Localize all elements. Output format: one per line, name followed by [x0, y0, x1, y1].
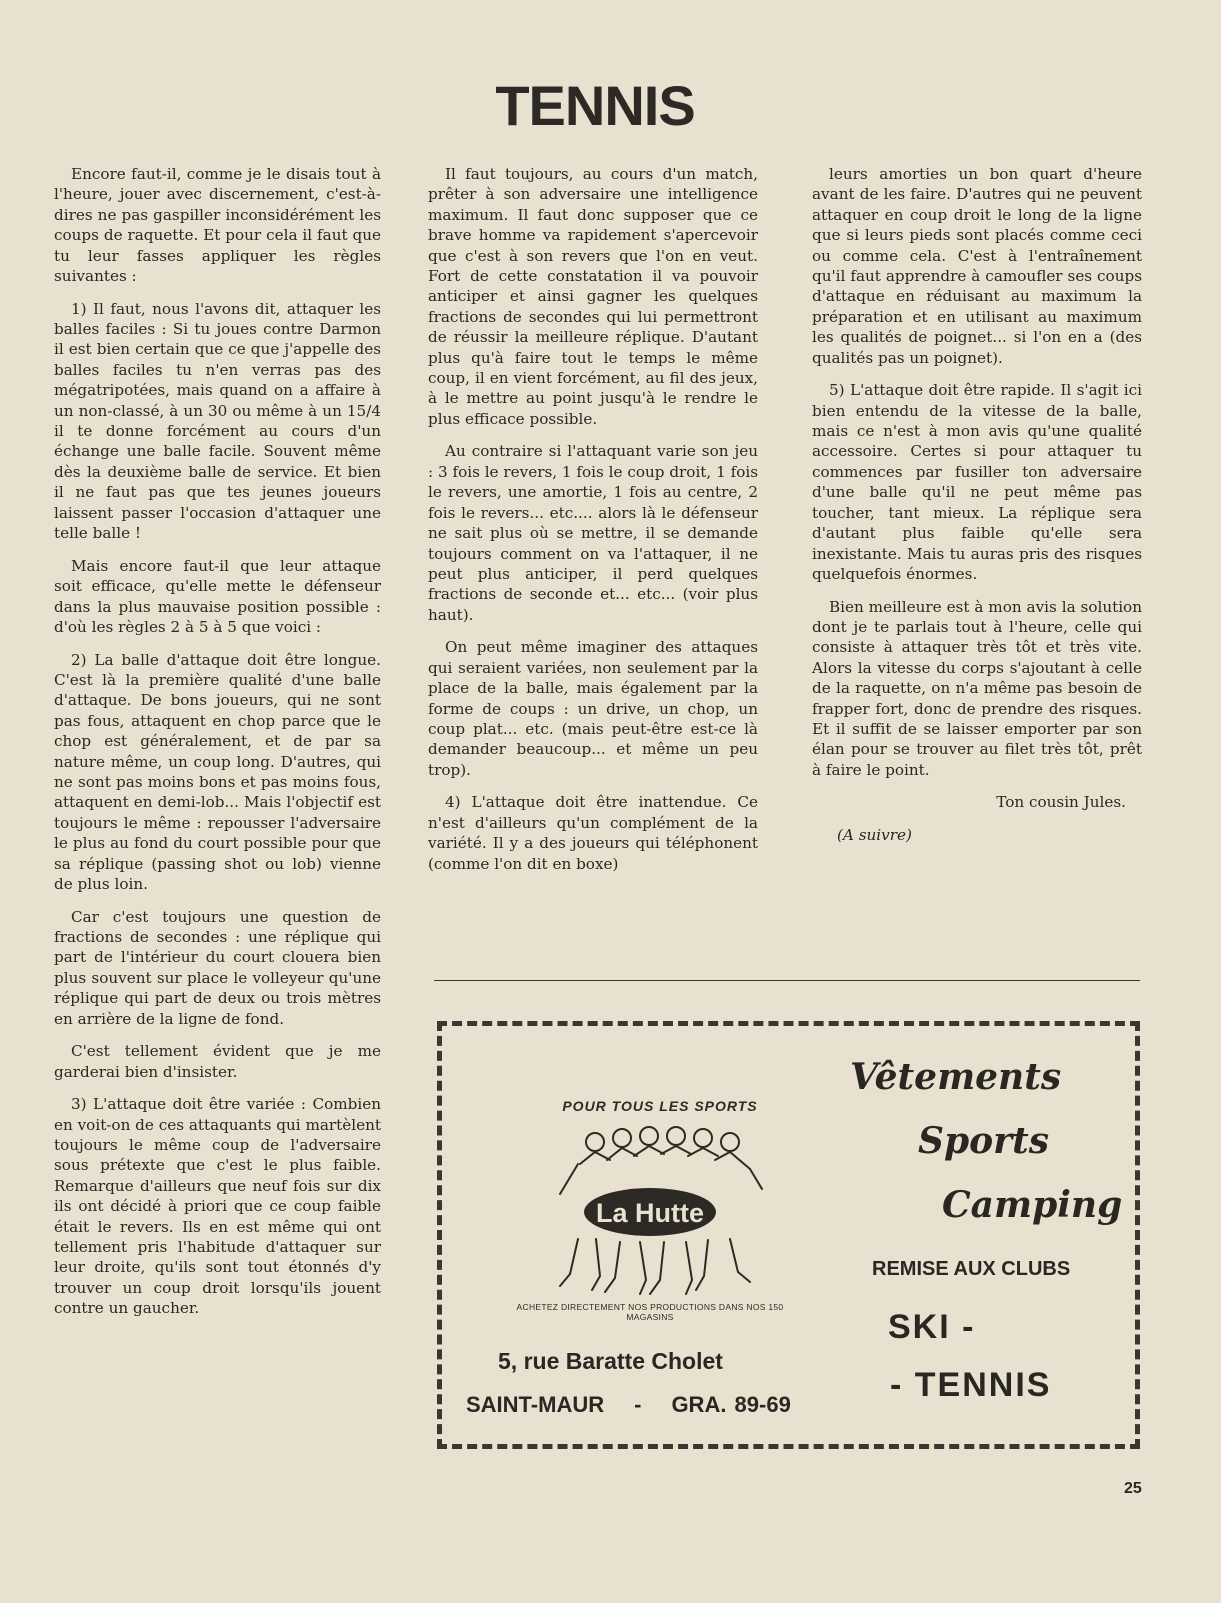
logo-slogan-bottom: ACHETEZ DIRECTEMENT NOS PRODUCTIONS DANS NOS 150 MAGASINS [516, 1302, 784, 1322]
ad-ski: SKI - [888, 1308, 976, 1346]
separator: - [634, 1392, 642, 1417]
paragraph: 4) L'attaque doit être inattendue. Ce n'est d'ailleurs qu'un complément de la variété. Il y a des joueurs qui téléphonent (comme l'on dit en boxe) [428, 793, 758, 873]
article-column-1 [54, 164, 381, 1331]
ad-line-camping: Camping [942, 1184, 1123, 1226]
divider-line [434, 980, 1140, 981]
paragraph: 2) La balle d'attaque doit être longue. C'est là la première qualité d'une balle d'attaque. De bons joueurs, qui ne sont pas fous, attaquent en chop parce que le chop est généralement, et de par sa nature même, un coup long. D'autres, qui ne sont pas moins bons et pas moins fous, attaquent en demi-lob... Mais l'objectif est toujours le même : repousser l'adversaire le plus au fond du court possible pour que sa réplique (passing shot ou lob) vienne de plus loin. [54, 650, 381, 893]
paragraph: 3) L'attaque doit être variée : Combien en voit-on de ces attaquants qui martèlent toujours le même coup de l'adversaire sous prétexte que c'est le plus faible. Remarque d'ailleurs que neuf fois sur dix ils ont décidé à priori que ce coup faible était le revers. Ils en est même qui ont tellement pris l'habitude d'attaquer sur leur droite, qu'ils sont tout étonnés d'y trouver un coup droit lorsqu'ils jouent contre un gaucher. [54, 1095, 381, 1318]
paragraph: Bien meilleure est à mon avis la solution dont je te parlais tout à l'heure, celle qui consiste à attaquer très tôt et très vite. Alors la vitesse du corps s'ajoutant à celle de la raquette, on n'a même pas besoin de frapper fort, donc de prendre des risques. Et il suffit de se laisser emporter par son élan pour se trouver au filet très tôt, prêt à faire le point. [812, 597, 1142, 779]
paragraph: C'est tellement évident que je me garderai bien d'insister. [54, 1042, 381, 1081]
to-be-continued: (A suivre) [837, 825, 912, 844]
paragraph: Au contraire si l'attaquant varie son jeu : 3 fois le revers, 1 fois le coup droit, 1 fois le revers, une amortie, 1 fois au centre, 2 fois le revers... etc.... alors là le défenseur ne sait plus où se mettre, il se demande toujours comment on va l'attaquer, il ne peut plus anticiper, il perd quelques fractions de seconde et... etc... (voir plus haut). [428, 442, 758, 624]
shop-address: 5, rue Baratte Cholet [498, 1348, 723, 1374]
signature: Ton cousin Jules. [996, 793, 1126, 812]
ad-club-discount: REMISE AUX CLUBS [872, 1258, 1071, 1280]
ad-line-sports: Sports [918, 1120, 1050, 1162]
la-hutte-logo [500, 1064, 800, 1322]
paragraph: Car c'est toujours une question de fractions de secondes : une réplique qui part de l'intérieur du court clouera bien plus souvent sur place le volleyeur qu'une réplique qui part de deux ou trois mètres en arrière de la ligne de fond. [54, 907, 381, 1028]
page-number: 25 [1124, 1480, 1142, 1497]
shop-city-phone [466, 1392, 791, 1418]
paragraph: 5) L'attaque doit être rapide. Il s'agit ici bien entendu de la vitesse de la balle, mais ce n'est à mon avis qu'une qualité accessoire. Certes si pour attaquer tu commences par fusiller ton adversaire d'une balle qu'il ne peut même pas toucher, tant mieux. La réplique sera d'autant plus faible qu'elle sera inexistante. Mais tu auras pris des risques quelquefois énormes. [812, 381, 1142, 583]
paragraph: Encore faut-il, comme je le disais tout à l'heure, jouer avec discernement, c'est-à-dires ne pas gaspiller inconsidérément les coups de raquette. Et pour cela il faut que tu leur fasses appliquer les règles suivantes : [54, 165, 381, 286]
paragraph: 1) Il faut, nous l'avons dit, attaquer les balles faciles : Si tu joues contre Darmon il est bien certain que ce que j'appelle des balles faciles tu n'en verras pas des mégatripotées, mais quand on a affaire à un non-classé, à un 30 ou même à un 15/4 il te donne forcément au cours d'un échange une balle facile. Souvent même dès la deuxième balle de service. Et bien il ne faut pas que tes jeunes joueurs laissent passer l'occasion d'attaquer une telle balle ! [54, 299, 381, 543]
logo-slogan-top: POUR TOUS LES SPORTS [562, 1098, 758, 1114]
logo-brand-text: La Hutte [596, 1198, 704, 1228]
paragraph: Il faut toujours, au cours d'un match, prêter à son adversaire une intelligence maximum. Il faut donc supposer que ce brave homme va rapidement s'apercevoir que c'est à son revers que l'on en veut. Fort de cette constatation il va pouvoir anticiper et ainsi gagner les quelques fractions de secondes qui lui permettront de réussir la meilleure réplique. D'autant plus qu'à faire tout le temps le même coup, il en vient forcément, au fil des jeux, à le mettre au point jusqu'à le rendre le plus efficace possible. [428, 165, 758, 428]
shop-phone: GRA. 89-69 [671, 1392, 791, 1417]
article-column-3 [812, 164, 1142, 858]
advertisement [437, 1021, 1140, 1449]
shop-city: SAINT-MAUR [466, 1392, 605, 1417]
paragraph: On peut même imaginer des attaques qui seraient variées, non seulement par la place de la balle, mais également par la forme de coups : un drive, un chop, un coup plat... etc. (mais peut-être est-ce là demander beaucoup... et même un peu trop). [428, 638, 758, 779]
article-title: TENNIS [495, 74, 695, 137]
ad-line-vetements: Vêtements [850, 1056, 1062, 1098]
article-column-2 [428, 164, 758, 886]
paragraph: Mais encore faut-il que leur attaque soit efficace, qu'elle mette le défenseur dans la plus mauvaise position possible : d'où les règles 2 à 5 à 5 que voici : [54, 556, 381, 636]
ad-tennis: - TENNIS [890, 1366, 1052, 1404]
runners-illustration [500, 1064, 800, 1314]
paragraph: leurs amorties un bon quart d'heure avant de les faire. D'autres qui ne peuvent attaquer en coup droit le long de la ligne que si leurs pieds sont placés comme ceci ou comme cela. C'est à l'entraînement qu'il faut apprendre à camoufler ses coups d'attaque en réduisant au maximum la préparation et en utilisant au maximum les qualités de poignet... si l'on en a (des qualités pas un poignet). [812, 165, 1142, 367]
